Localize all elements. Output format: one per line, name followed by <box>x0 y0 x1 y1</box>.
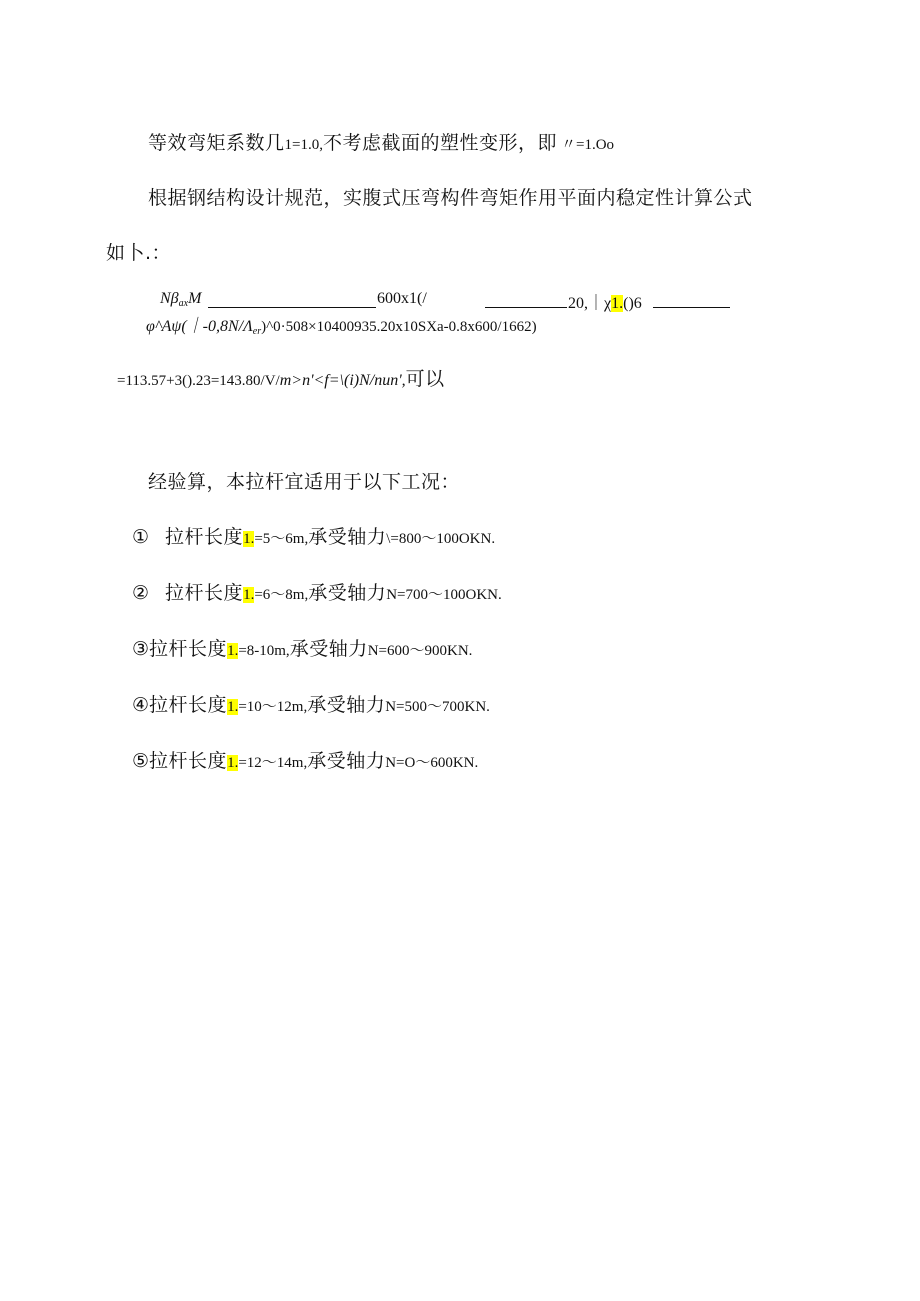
condition-highlight: 1. <box>243 587 255 603</box>
formula-highlight: 1. <box>611 295 624 312</box>
fraction-rule-2 <box>485 307 567 308</box>
formula-n-beta: Nβ <box>160 290 179 307</box>
paragraph-equivalent-moment <box>148 128 614 155</box>
formula-denominator-a: φ^Aψ(｜-0,8N/Λ <box>146 318 253 335</box>
condition-highlight: 1. <box>227 755 239 771</box>
condition-marker: ② <box>132 582 150 604</box>
condition-label: 拉杆长度 <box>149 750 228 772</box>
formula-result-value: =113.57+3().23=143.80/V/ <box>117 373 280 389</box>
formula-sub-ax: ax <box>178 298 189 309</box>
formula-06: ()6 <box>623 295 642 312</box>
formula-numerator-mid: 600x1(/ <box>377 290 427 307</box>
value-gamma: 〃=1.Oo <box>561 137 615 153</box>
list-item <box>132 746 478 773</box>
condition-highlight: 1. <box>243 531 255 547</box>
condition-marker: ① <box>132 526 150 548</box>
list-item <box>132 578 502 605</box>
condition-label: 拉杆长度 <box>149 694 228 716</box>
condition-force-label: 承受轴力 <box>308 582 387 604</box>
condition-range: =10～12m, <box>238 699 308 715</box>
condition-range: =5～6m, <box>254 531 309 547</box>
condition-force: \=800～100OKN. <box>386 531 496 547</box>
list-item <box>132 690 490 717</box>
formula-numerator-right <box>568 290 642 313</box>
formula-result-condition: m>n'<f=\(i)N/nun', <box>279 372 406 389</box>
formula-sub-er: er <box>252 326 262 337</box>
condition-marker: ③ <box>132 638 150 660</box>
condition-force-label: 承受轴力 <box>307 694 386 716</box>
condition-marker: ④ <box>132 694 150 716</box>
condition-label: 拉杆长度 <box>165 582 244 604</box>
condition-force-label: 承受轴力 <box>308 526 387 548</box>
list-item <box>132 634 472 661</box>
paragraph-code-reference-cont: 如卜.： <box>106 242 172 264</box>
condition-marker: ⑤ <box>132 750 150 772</box>
condition-range: =12～14m, <box>238 755 308 771</box>
condition-force: N=500～700KN. <box>385 699 490 715</box>
condition-label: 拉杆长度 <box>149 638 228 660</box>
formula-result-ok: 可以 <box>405 368 445 390</box>
condition-force: N=600～900KN. <box>367 643 473 659</box>
value-beta: 1=1.0, <box>284 137 323 153</box>
formula-m: M <box>188 290 202 307</box>
text-equivalent-moment: 等效弯矩系数几 <box>148 132 285 154</box>
condition-force-label: 承受轴力 <box>307 750 386 772</box>
condition-label: 拉杆长度 <box>165 526 244 548</box>
formula-result <box>117 364 445 391</box>
condition-range: =6～8m, <box>254 587 309 603</box>
text-plastic-deformation: 不考虑截面的塑性变形，即 <box>322 132 557 154</box>
condition-force: N=O～600KN. <box>385 755 479 771</box>
condition-force-label: 承受轴力 <box>289 638 368 660</box>
formula-denominator <box>146 313 537 337</box>
formula-denominator-b: )^0·508×10400935.20x10SXa-0.8x600/1662) <box>261 319 537 335</box>
fraction-rule-1 <box>208 307 376 308</box>
condition-force: N=700～100OKN. <box>386 587 502 603</box>
fraction-rule-3 <box>653 307 730 308</box>
formula-numerator-left <box>160 290 201 309</box>
paragraph-code-reference: 根据钢结构设计规范，实腹式压弯构件弯矩作用平面内稳定性计算公式 <box>148 187 753 209</box>
condition-range: =8-10m, <box>238 643 290 659</box>
condition-highlight: 1. <box>227 699 239 715</box>
summary-intro: 经验算，本拉杆宜适用于以下工况： <box>148 471 461 493</box>
condition-highlight: 1. <box>227 643 239 659</box>
formula-chi: 20,｜χ <box>568 295 612 312</box>
list-item <box>132 522 495 549</box>
formula-numerator <box>160 290 730 312</box>
